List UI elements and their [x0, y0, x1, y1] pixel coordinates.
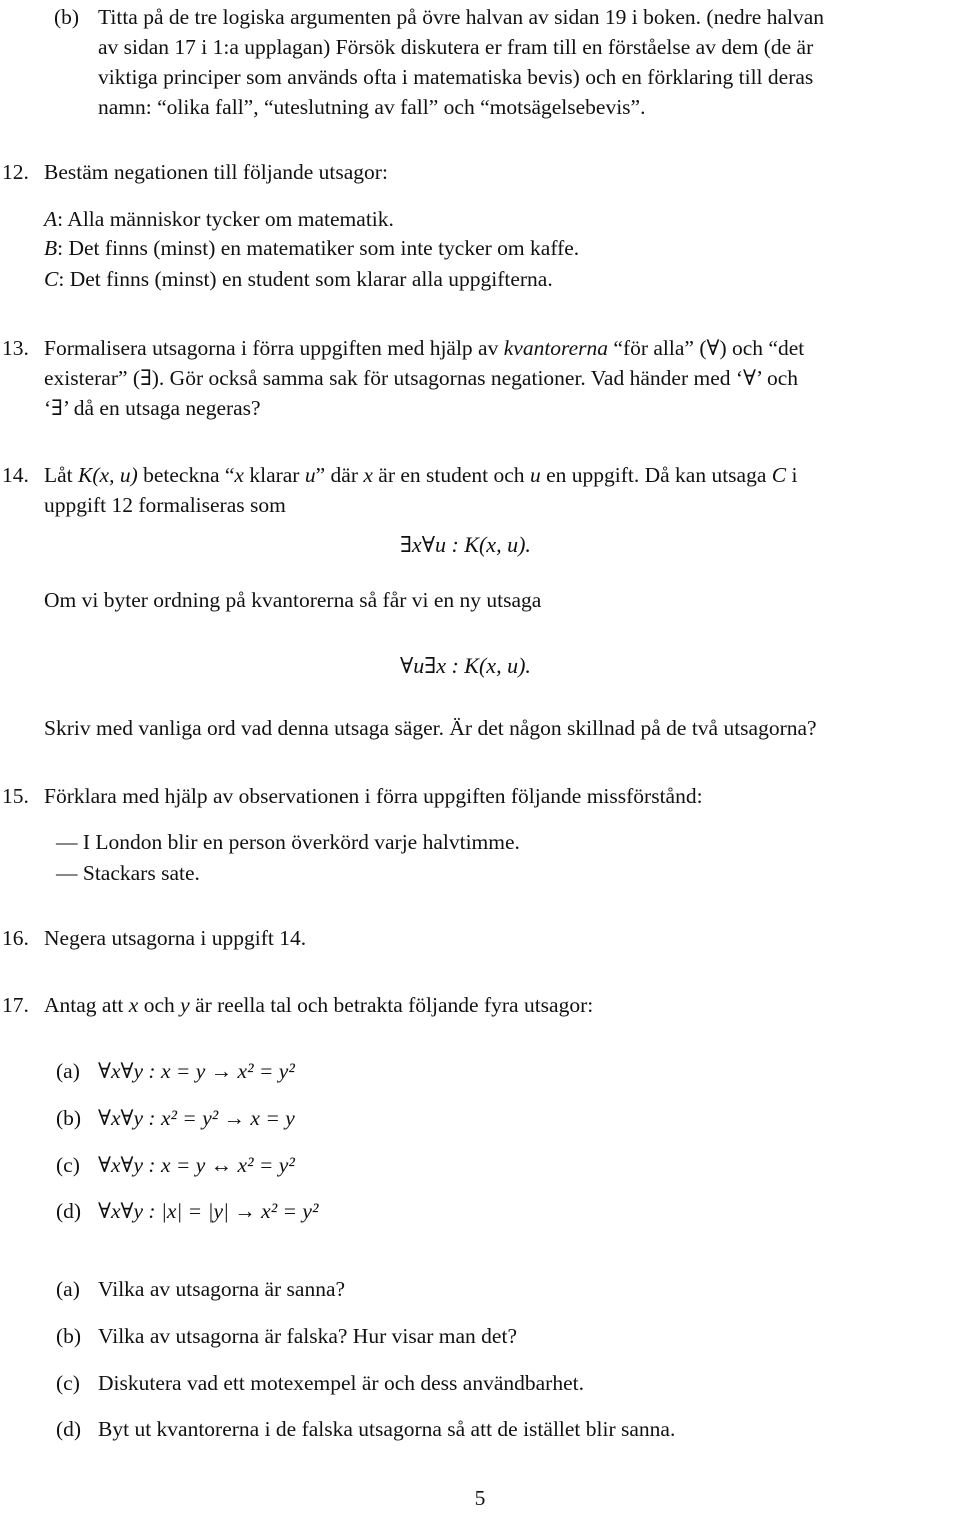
p17-text-1: Antag att: [44, 993, 129, 1017]
formula-exists-forall: ∃x∀u : K(x, u).: [400, 532, 531, 557]
problem-13-number: 13.: [2, 336, 29, 360]
question-label-b: (b): [56, 1324, 82, 1348]
formula-c: ∀x∀y : x = y ↔ x² = y²: [98, 1153, 295, 1177]
question-c: Diskutera vad ett motexempel är och dess användbarhet.: [98, 1371, 584, 1395]
problem-11b-line-3: viktiga principer som används ofta i matematiska bevis) och en förklaring till deras: [98, 65, 814, 89]
statement-a-var: A: [44, 207, 58, 231]
p17-var-x: x: [128, 993, 139, 1017]
problem-16-number: 16.: [2, 926, 29, 950]
p14-text-1: Låt: [44, 463, 79, 487]
dialogue-line-2: — Stackars sate.: [56, 861, 200, 885]
problem-12-intro: Bestäm negationen till följande utsagor:: [44, 160, 388, 184]
problem-13-line-1: [44, 333, 804, 363]
p14-var-u: u: [304, 463, 316, 487]
problem-16-text: Negera utsagorna i uppgift 14.: [44, 926, 307, 950]
problem-13-line-1a: Formalisera utsagorna i förra uppgiften med hjälp av: [44, 336, 504, 360]
problem-14-number: 14.: [2, 463, 29, 487]
p14-var-u-2: u: [529, 463, 541, 487]
problem-14-line-3: Om vi byter ordning på kvantorerna så får vi en ny utsaga: [44, 588, 542, 612]
question-label-d: (d): [56, 1417, 82, 1441]
problem-12-number: 12.: [2, 160, 29, 184]
statement-c-var: C: [44, 267, 59, 291]
p14-text-6: en uppgift. Då kan utsaga: [540, 463, 772, 487]
problem-14-line-1: [44, 460, 797, 490]
item-label-b: (b): [54, 5, 80, 29]
problem-13-line-3: ‘∃’ då en utsaga negeras?: [44, 396, 261, 420]
formula-forall-exists: ∀u∃x : K(x, u).: [400, 653, 531, 678]
problem-17-number: 17.: [2, 993, 29, 1017]
statement-c: [44, 264, 553, 294]
p14-var-x-2: x: [363, 463, 373, 487]
problem-14-line-4: Skriv med vanliga ord vad denna utsaga säger. Är det någon skillnad på de två utsagorna?: [44, 716, 817, 740]
problem-17-intro: [44, 990, 593, 1020]
statement-label-d: (d): [56, 1199, 82, 1223]
statement-b: [44, 233, 579, 263]
statement-b-var: B: [44, 236, 58, 260]
p14-var-c: C: [771, 463, 787, 487]
p17-var-y: y: [180, 993, 190, 1017]
p14-text-5: är en student och: [372, 463, 530, 487]
problem-11b-line-1: Titta på de tre logiska argumenten på övre halvan av sidan 19 i boken. (nedre halvan: [98, 5, 825, 29]
formula-a: ∀x∀y : x = y → x² = y²: [98, 1059, 295, 1083]
p14-text-7: i: [786, 463, 798, 487]
problem-14-line-2: uppgift 12 formaliseras som: [44, 493, 286, 517]
problem-13-line-2: existerar” (∃). Gör också samma sak för utsagornas negationer. Vad händer med ‘∀’ och: [44, 366, 798, 390]
p14-text-3: klarar: [243, 463, 305, 487]
formula-d: ∀x∀y : |x| = |y| → x² = y²: [98, 1199, 319, 1223]
question-b: Vilka av utsagorna är falska? Hur visar man det?: [98, 1324, 517, 1348]
statement-a-text: : Alla människor tycker om matematik.: [57, 207, 394, 231]
p17-text-3: är reella tal och betrakta följande fyra utsagor:: [189, 993, 594, 1017]
problem-11b-line-2: av sidan 17 i 1:a upplagan) Försök diskutera er fram till en förståelse av dem (de är: [98, 35, 814, 59]
kvantorerna-term: kvantorerna: [503, 336, 609, 360]
statement-b-text: : Det finns (minst) en matematiker som inte tycker om kaffe.: [57, 236, 580, 260]
question-a: Vilka av utsagorna är sanna?: [98, 1277, 346, 1301]
statement-a: [44, 204, 394, 234]
problem-15-number: 15.: [2, 784, 29, 808]
statement-label-a: (a): [56, 1059, 80, 1083]
page-number: 5: [474, 1486, 486, 1510]
formula-b: ∀x∀y : x² = y² → x = y: [98, 1106, 295, 1130]
statement-c-text: : Det finns (minst) en student som klarar alla uppgifterna.: [58, 267, 553, 291]
problem-11b-line-4: namn: “olika fall”, “uteslutning av fall” och “motsägelsebevis”.: [98, 95, 646, 119]
p14-text-2: beteckna “: [137, 463, 235, 487]
question-label-c: (c): [56, 1371, 80, 1395]
p17-text-2: och: [138, 993, 181, 1017]
statement-label-b: (b): [56, 1106, 82, 1130]
question-label-a: (a): [56, 1277, 80, 1301]
p14-predicate: K(x, u): [78, 463, 138, 487]
problem-15-intro: Förklara med hjälp av observationen i förra uppgiften följande missförstånd:: [44, 784, 703, 808]
problem-13-line-1b: “för alla” (∀) och “det: [608, 336, 805, 360]
p14-text-4: ” där: [315, 463, 364, 487]
question-d: Byt ut kvantorerna i de falska utsagorna så att de istället blir sanna.: [98, 1417, 676, 1441]
dialogue-line-1: — I London blir en person överkörd varje halvtimme.: [56, 830, 520, 854]
p14-var-x: x: [234, 463, 244, 487]
statement-label-c: (c): [56, 1153, 80, 1177]
